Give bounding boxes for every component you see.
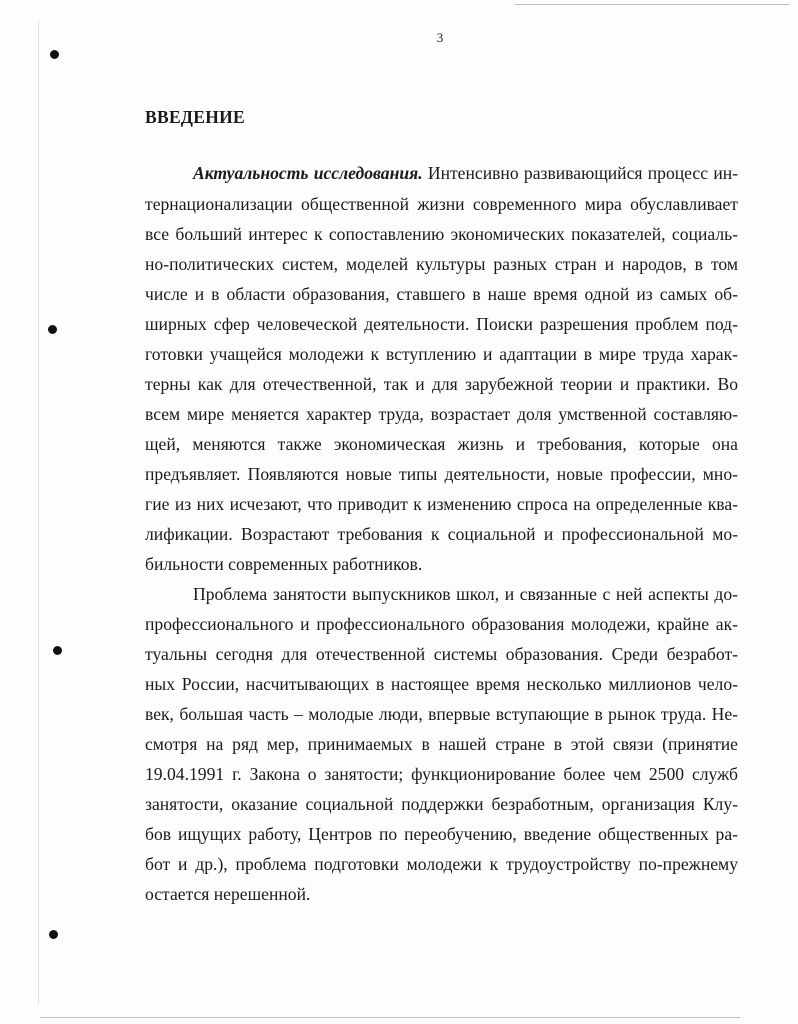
- paragraph-line: бов ищущих работу, Центров по переобучению, введение общественных ра-: [145, 824, 738, 844]
- section-heading: ВВЕДЕНИЕ: [145, 107, 246, 127]
- paragraph-line: числе и в области образования, ставшего в наше время одной из самых об-: [145, 284, 738, 304]
- paragraph-line: но-политических систем, моделей культуры разных стран и народов, в том: [145, 254, 738, 274]
- scan-edge-mark-left: [38, 20, 39, 1005]
- binder-hole-mark-3: [53, 646, 62, 655]
- paragraph-line: век, большая часть – молодые люди, впервые вступающие в рынок труда. Не-: [145, 704, 738, 724]
- paragraph-line: предъявляет. Появляются новые типы деятельности, новые профессии, мно-: [145, 464, 738, 484]
- lead-phrase: Актуальность исследования.: [193, 163, 423, 183]
- scan-edge-mark-bottom: [40, 1017, 740, 1018]
- binder-hole-mark-4: [49, 930, 58, 939]
- scan-edge-mark-top: [515, 4, 790, 5]
- binder-hole-mark-1: [50, 50, 59, 59]
- binder-hole-mark-2: [48, 325, 57, 334]
- page-number: 3: [436, 30, 444, 45]
- paragraph-line: готовки учащейся молодежи к вступлению и адаптации в мире труда харак-: [145, 344, 738, 364]
- paragraph-line: 19.04.1991 г. Закона о занятости; функционирование более чем 2500 служб: [145, 764, 738, 784]
- paragraph-line: бот и др.), проблема подготовки молодежи к трудоустройству по-прежнему: [145, 854, 738, 874]
- paragraph-line: терны как для отечественной, так и для зарубежной теории и практики. Во: [145, 374, 738, 394]
- paragraph-line: остается нерешенной.: [145, 884, 311, 904]
- paragraph-line: смотря на ряд мер, принимаемых в нашей стране в этой связи (принятие: [145, 734, 738, 754]
- paragraph-line: всем мире меняется характер труда, возрастает доля умственной составляю-: [145, 404, 738, 424]
- paragraph-line: ширных сфер человеческой деятельности. Поиски разрешения проблем под-: [145, 314, 738, 334]
- paragraph-line: все больший интерес к сопоставлению экономических показателей, социаль-: [145, 224, 738, 244]
- paragraph-line: туальны сегодня для отечественной системы образования. Среди безработ-: [145, 644, 738, 664]
- paragraph-line: профессионального и профессионального образования молодежи, крайне ак-: [145, 614, 738, 634]
- paragraph-line: тернационализации общественной жизни современного мира обуславливает: [145, 194, 738, 214]
- paragraph-line: Проблема занятости выпускников школ, и связанные с ней аспекты до-: [193, 584, 738, 604]
- paragraph-line: щей, меняются также экономическая жизнь и требования, которые она: [145, 434, 738, 454]
- paragraph-line: [193, 158, 738, 188]
- line-text: Интенсивно развивающийся процесс ин-: [422, 163, 739, 183]
- paragraph-line: занятости, оказание социальной поддержки безработным, организация Клу-: [145, 794, 738, 814]
- paragraph-line: лификации. Возрастают требования к социальной и профессиональной мо-: [145, 524, 738, 544]
- paragraph-line: ных России, насчитывающих в настоящее время несколько миллионов чело-: [145, 674, 738, 694]
- paragraph-line: бильности современных работников.: [145, 554, 423, 574]
- paragraph-line: гие из них исчезают, что приводит к изменению спроса на определенные ква-: [145, 494, 738, 514]
